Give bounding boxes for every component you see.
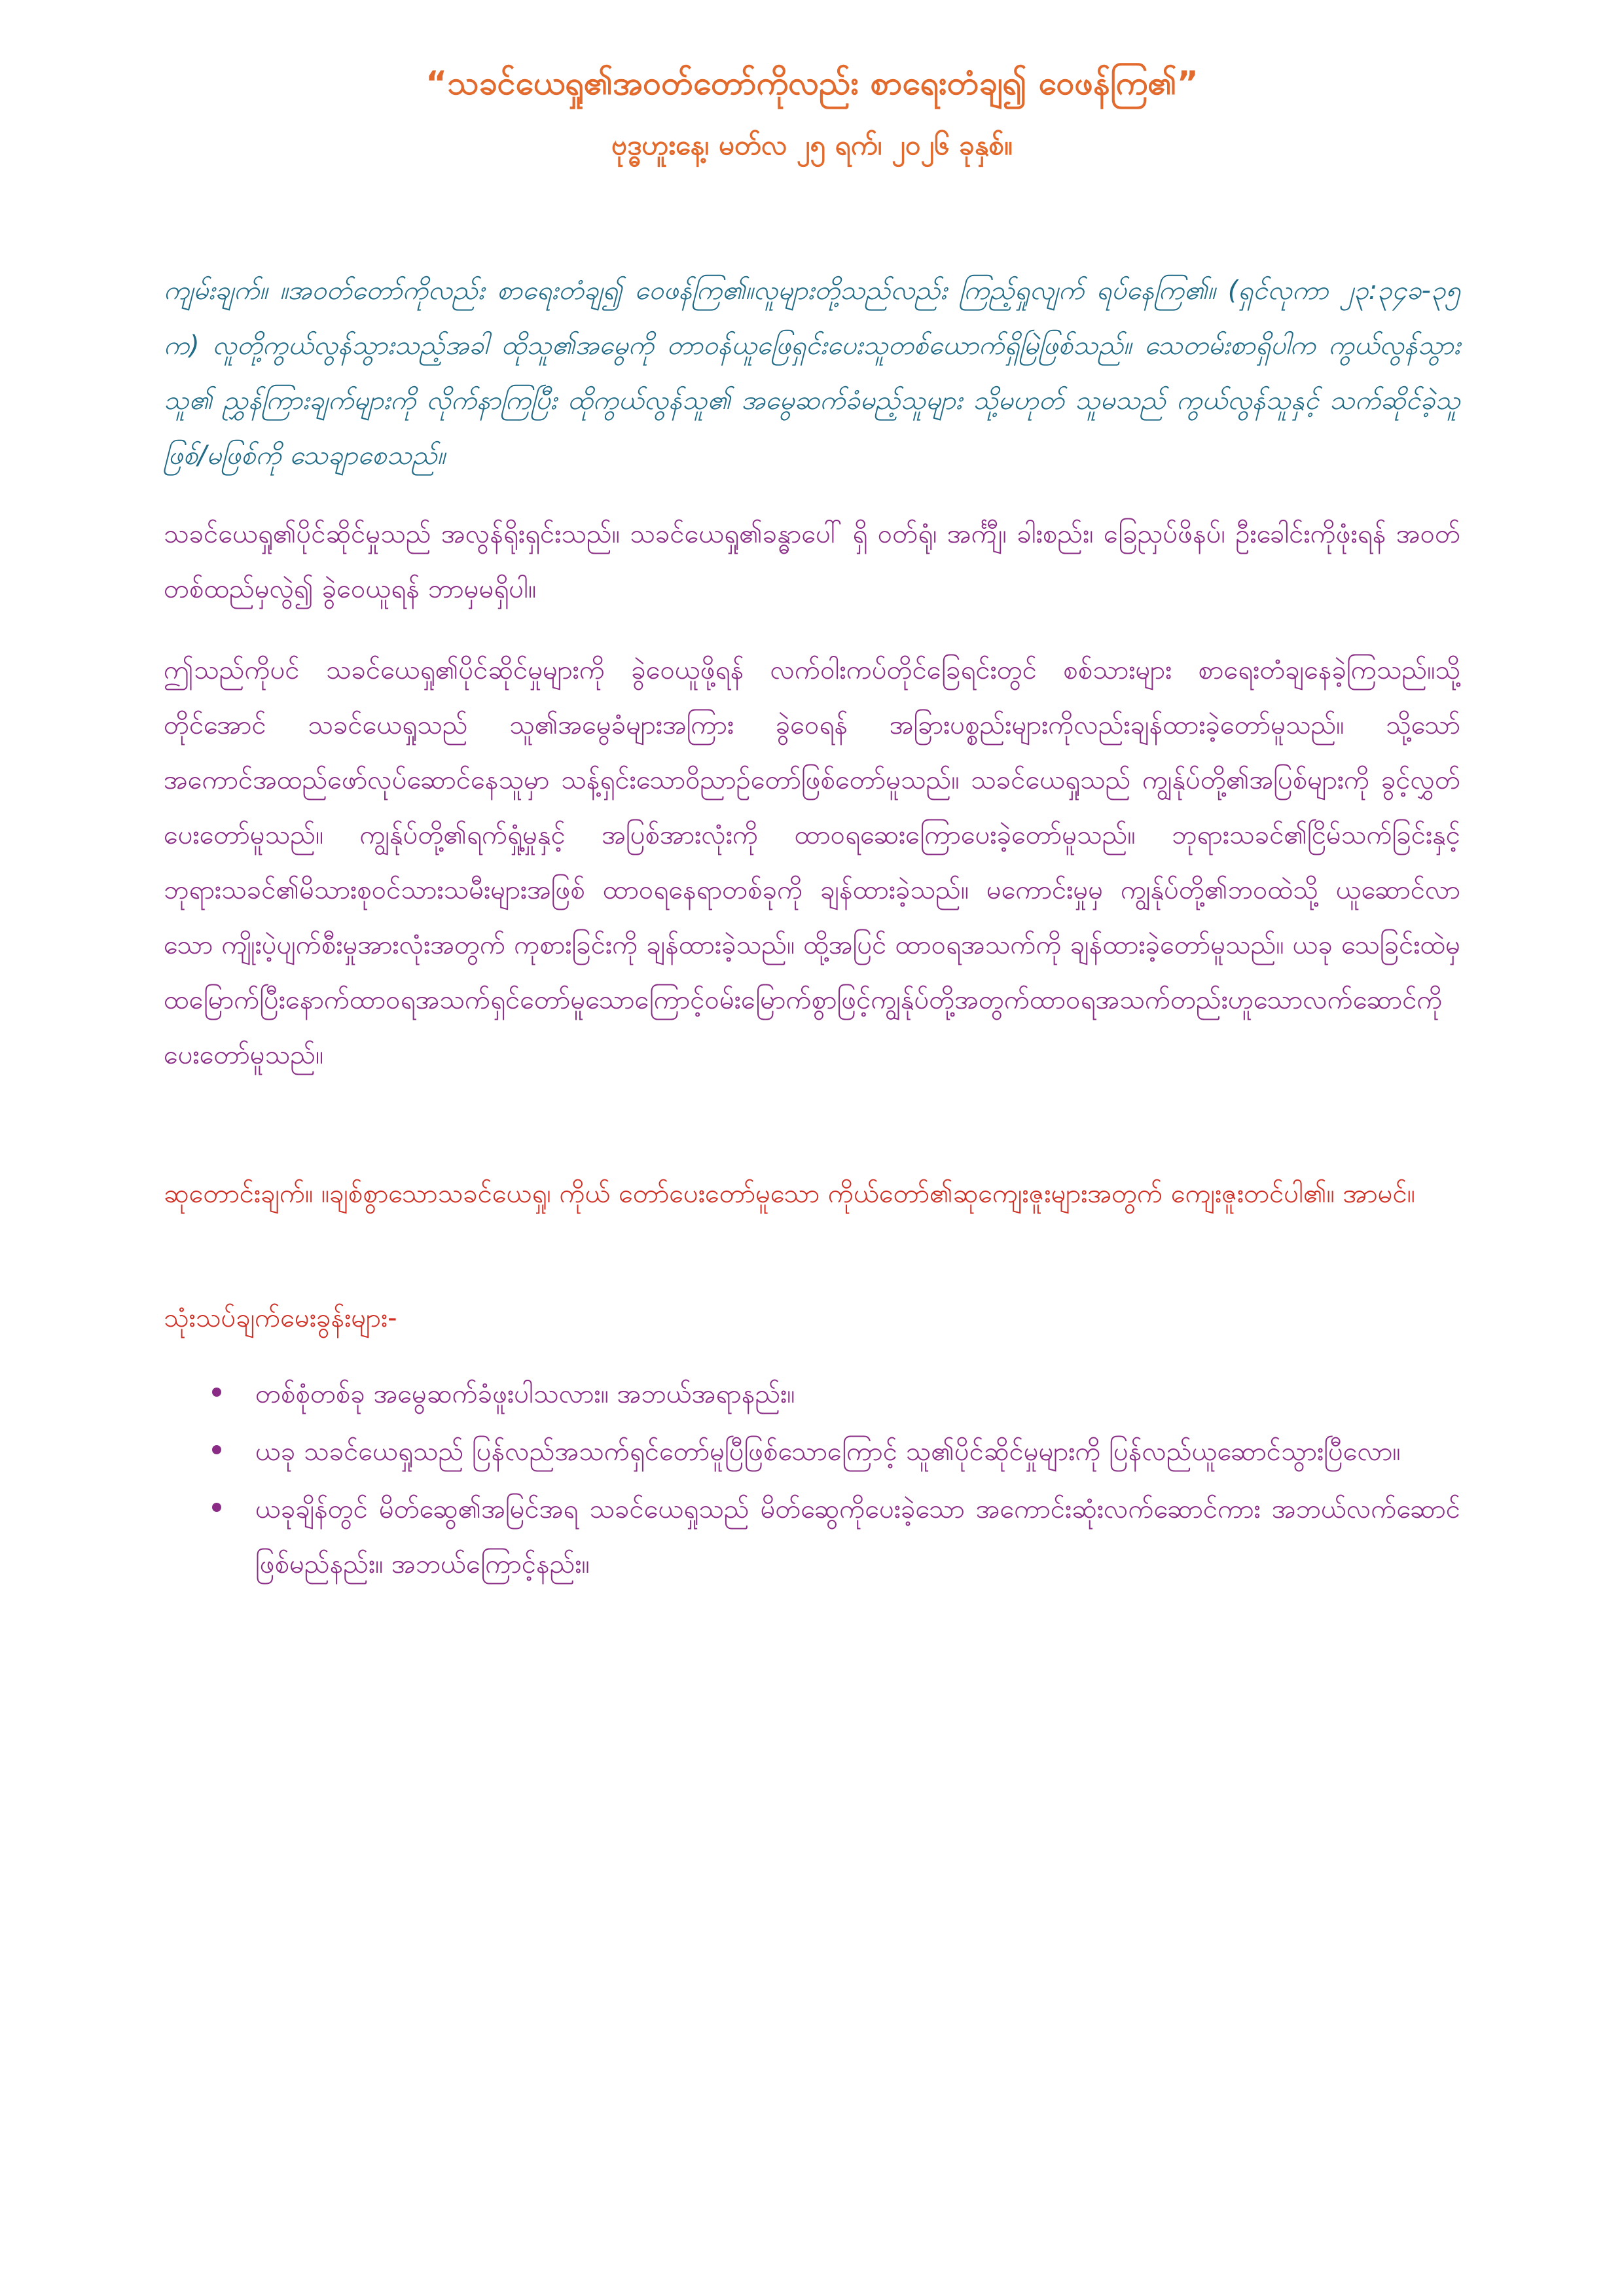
scripture-intro: ကျမ်းချက်။ ။အဝတ်တော်ကိုလည်း စာရေးတံချ၍ ဝေဖန်ကြ၏။လူများတို့သည်လည်း ကြည့်ရှုလျက် ရပ်နေကြ၏။ (ရှင်လုကာ ၂၃:၃၄ခ-၃၅ က) လူတို့ကွယ်လွန်သွားသည့်အခါ ထိုသူ၏အမွေကို တာဝန်ယူဖြေရှင်းပေးသူတစ်ယောက်ရှိမြဲဖြစ်သည်။ သေတမ်းစာရှိပါက ကွယ်လွန်သွားသူ၏ ညွှန်ကြားချက်များကို လိုက်နာကြပြီး ထိုကွယ်လွန်သူ၏ အမွေဆက်ခံမည့်သူများ သို့မဟုတ် သူမသည် ကွယ်လွန်သူနှင့် သက်ဆိုင်ခဲ့သူ ဖြစ်/မဖြစ်ကို သေချာစေသည်။ <box>164 276 1460 471</box>
bullet-icon <box>212 1503 221 1512</box>
bullet-icon <box>212 1388 221 1397</box>
question-text: ယခုချိန်တွင် မိတ်ဆွေ၏အမြင်အရ သခင်ယေရှုသည် မိတ်ဆွေကိုပေးခဲ့သော အကောင်းဆုံးလက်ဆောင်ကား အဘယ်လက်ဆောင်ဖြစ်မည်နည်း။ အဘယ်ကြောင့်နည်း။ <box>255 1494 1460 1579</box>
document-date: ဗုဒ္ဓဟူးနေ့၊ မတ်လ ၂၅ ရက်၊ ၂၀၂၆ ခုနှစ်။ <box>611 129 1013 161</box>
body-paragraph-2: ဤသည်ကိုပင် သခင်ယေရှု၏ပိုင်ဆိုင်မှုများကို ခွဲဝေယူဖို့ရန် လက်ဝါးကပ်တိုင်ခြေရင်းတွင် စစ်သားများ စာရေးတံချနေခဲ့ကြသည်။သို့တိုင်အောင် သခင်ယေရှုသည် သူ၏အမွေခံများအကြား ခွဲဝေရန် အခြားပစ္စည်းများကိုလည်းချန်ထားခဲ့တော်မူသည်။ သို့သော် အကောင်အထည်ဖော်လုပ်ဆောင်နေသူမှာ သန့်ရှင်းသောဝိညာဉ်တော်ဖြစ်တော်မူသည်။ သခင်ယေရှုသည် ကျွန်ုပ်တို့၏အပြစ်များကို ခွင့်လွှတ်ပေးတော်မူသည်။ ကျွန်ုပ်တို့၏ရက်ရှုံ့မှုနှင့် အပြစ်အားလုံးကို ထာဝရဆေးကြောပေးခဲ့တော်မူသည်။ ဘုရားသခင်၏ငြိမ်သက်ခြင်းနှင့် ဘုရားသခင်၏မိသားစုဝင်သားသမီးများအဖြစ် ထာဝရနေရာတစ်ခုကို ချန်ထားခဲ့သည်။ မကောင်းမှုမှ ကျွန်ုပ်တို့၏ဘဝထဲသို့ ယူဆောင်လာသော ကျိုးပဲ့ပျက်စီးမှုအားလုံးအတွက် ကုစားခြင်းကို ချန်ထားခဲ့သည်။ ထို့အပြင် ထာဝရအသက်ကို ချန်ထားခဲ့တော်မူသည်။ ယခု သေခြင်းထဲမှ ထမြောက်ပြီးနောက်ထာဝရအသက်ရှင်တော်မူသောကြောင့်ဝမ်းမြောက်စွာဖြင့်ကျွန်ုပ်တို့အတွက်ထာဝရအသက်တည်းဟူသောလက်ဆောင်ကိုပေးတော်မူသည်။ <box>164 655 1460 1070</box>
question-text: ယခု သခင်ယေရှုသည် ပြန်လည်အသက်ရှင်တော်မူပြီဖြစ်သောကြောင့် သူ၏ပိုင်ဆိုင်မှုများကို ပြန်လည်ယူဆောင်သွားပြီလော။ <box>255 1437 1401 1467</box>
body-paragraph-1: သခင်ယေရှု၏ပိုင်ဆိုင်မှုသည် အလွန်ရိုးရှင်းသည်။ သခင်ယေရှု၏ခန္ဓာပေါ် ရှိ ဝတ်ရုံ၊ အင်္ကျီ၊ ခါးစည်း၊ ခြေညှပ်ဖိနပ်၊ ဦးခေါင်းကိုဖုံးရန် အဝတ်တစ်ထည်မှလွဲ၍ ခွဲဝေယူရန် ဘာမှမရှိပါ။ <box>164 519 1460 604</box>
prayer: ဆုတောင်းချက်။ ။ချစ်စွာသောသခင်ယေရှု၊ ကိုယ် တော်ပေးတော်မူသော ကိုယ်တော်၏ဆုကျေးဇူးများအတွက် ကျေးဇူးတင်ပါ၏။ အာမင်။ <box>164 1179 1415 1209</box>
questions-list <box>164 1367 1460 1592</box>
question-text: တစ်စုံတစ်ခု အမွေဆက်ခံဖူးပါသလား။ အဘယ်အရာနည်း။ <box>255 1379 795 1409</box>
bullet-icon <box>212 1445 221 1454</box>
list-item <box>255 1482 1460 1592</box>
document-title: “သခင်ယေရှု၏အဝတ်တော်ကိုလည်း စာရေးတံချ၍ ဝေဖန်ကြ၏” <box>425 64 1199 102</box>
questions-heading: သုံးသပ်ချက်မေးခွန်းများ- <box>164 1303 397 1333</box>
list-item <box>255 1424 1460 1479</box>
list-item <box>255 1367 1460 1422</box>
